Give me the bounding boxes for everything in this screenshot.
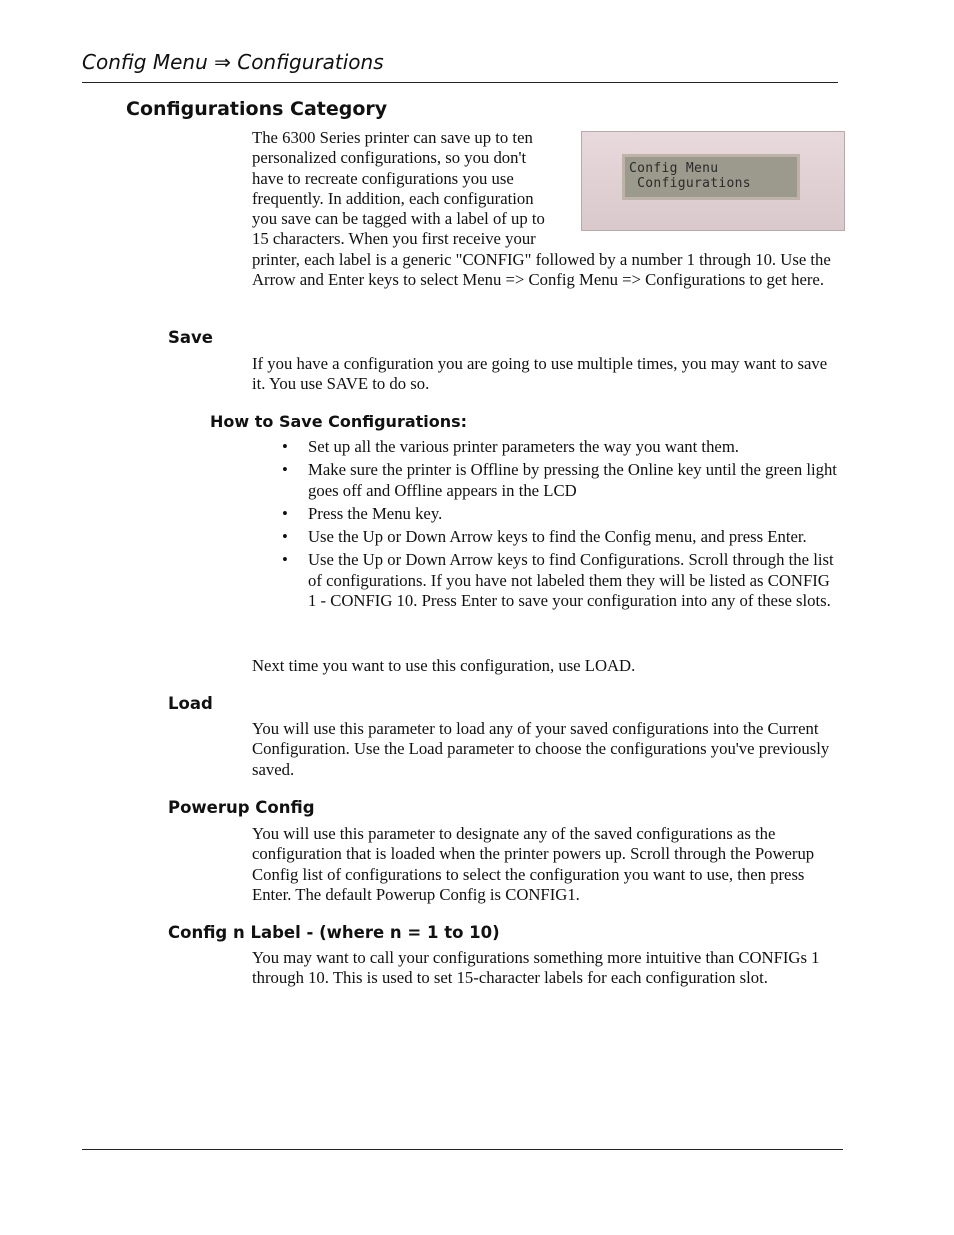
lcd-line-1: Config Menu — [629, 161, 719, 176]
step-text: Make sure the printer is Offline by pressing the Online key until the green light goes off and Offline appears in the LCD — [308, 460, 837, 500]
lcd-line-2: Configurations — [629, 176, 751, 191]
save-steps-list — [252, 437, 842, 614]
bullet-icon: • — [282, 460, 288, 480]
label-paragraph: You may want to call your configurations something more intuitive than CONFIGs 1 through 10. This is used to set 15-character labels for each configuration slot. — [252, 948, 820, 988]
intro-block — [252, 128, 842, 290]
list-item — [252, 504, 842, 524]
bullet-icon: • — [282, 527, 288, 547]
load-heading: Load — [168, 694, 213, 713]
how-to-save-heading: How to Save Configurations: — [210, 412, 468, 431]
step-text: Use the Up or Down Arrow keys to find the Config menu, and press Enter. — [308, 527, 807, 547]
list-item — [252, 550, 842, 611]
bullet-icon: • — [282, 550, 288, 570]
after-save-paragraph: Next time you want to use this configuration, use LOAD. — [252, 656, 636, 675]
step-text: Set up all the various printer parameters the way you want them. — [308, 437, 739, 456]
footer-rule — [82, 1149, 843, 1150]
bullet-icon: • — [282, 437, 288, 456]
powerup-heading: Powerup Config — [168, 798, 315, 817]
section-title: Configurations Category — [126, 98, 388, 120]
list-item — [252, 460, 842, 501]
intro-paragraph: The 6300 Series printer can save up to ten personalized configurations, so you don't have to recreate configurations you use frequently. In addition, each configuration you save can be tagged with a label of up to 15 characters. When you first receive your printer, each label is a generic "CONFIG" followed by a number 1 through 10. Use the Arrow and Enter keys to select Menu => Config Menu => Configurations to get here. — [252, 128, 831, 290]
powerup-paragraph: You will use this parameter to designate any of the saved configurations as the configuration that is loaded when the printer powers up. Scroll through the Powerup Config list of configurations to select the configuration you want to use, then press Enter. The default Powerup Config is CONFIG1. — [252, 824, 815, 904]
save-heading: Save — [168, 328, 213, 347]
step-text: Use the Up or Down Arrow keys to find Configurations. Scroll through the list of configurations. If you have not labeled them they will be listed as CONFIG 1 - CONFIG 10. Press Enter to save your configuration into any of these slots. — [308, 550, 834, 611]
header-rule — [82, 82, 838, 83]
lcd-display-photo — [581, 131, 845, 231]
label-heading: Config n Label - (where n = 1 to 10) — [168, 923, 500, 942]
lcd-screen — [622, 154, 800, 200]
step-text: Press the Menu key. — [308, 503, 443, 523]
bullet-icon: • — [282, 503, 288, 523]
running-header: Config Menu ⇒ Configurations — [82, 50, 384, 74]
list-item — [252, 527, 842, 547]
load-paragraph: You will use this parameter to load any of your saved configurations into the Current Configuration. Use the Load parameter to choose the configurations you've previously saved. — [252, 719, 830, 779]
save-paragraph: If you have a configuration you are going to use multiple times, you may want to save it. You use SAVE to do so. — [252, 354, 828, 394]
list-item — [252, 437, 842, 457]
